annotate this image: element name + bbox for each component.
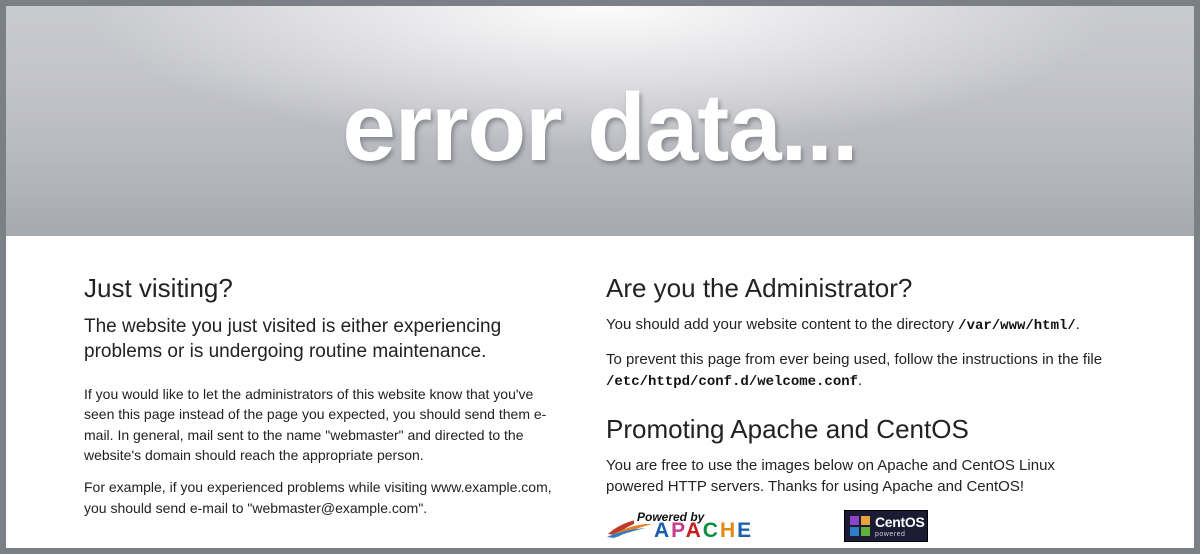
left-paragraph-2: For example, if you experienced problems while visiting www.example.com, you should send e-mail to "webmaster@example.com". [84,479,552,516]
apache-powered-by-label: Powered by [634,510,707,524]
apache-letter-1: A [654,519,672,543]
admin-directory-text-before: You should add your website content to the directory [606,315,959,333]
admin-directory-path: /var/www/html/ [958,317,1076,334]
logo-row [606,509,1106,543]
banner-title: error data... [342,74,858,181]
content-area [6,236,1194,548]
apache-letter-5: H [719,519,738,543]
apache-letter-4: C [702,519,720,543]
page-container [6,6,1194,548]
admin-welcome-conf-line [606,349,1106,393]
promoting-paragraph: You are free to use the images below on Apache and CentOS Linux powered HTTP servers. Thanks for using Apache and CentOS! [606,456,1055,496]
admin-directory-line [606,314,1106,337]
right-heading: Are you the Administrator? [606,273,913,303]
admin-directory-text-after: . [1075,315,1080,333]
banner [6,6,1194,236]
right-column [606,274,1106,543]
admin-welcome-text-after: . [858,372,863,390]
centos-sub: powered [875,530,906,538]
left-column [84,274,564,530]
left-lead-paragraph: The website you just visited is either experiencing problems or is undergoing routine maintenance. [84,315,502,362]
centos-text-block [875,515,925,538]
left-heading: Just visiting? [84,273,233,303]
apache-letter-3: A [685,519,703,543]
apache-wordmark [654,520,753,541]
centos-powered-logo[interactable] [844,510,928,542]
admin-welcome-text-before: To prevent this page from ever being used, follow the instructions in the file [606,350,1103,368]
left-paragraph-1: If you would like to let the administrators of this website know that you've seen this page instead of the page you expected, you should send them e-mail. In general, mail sent to the name "webmaster" and directed to the website's domain should reach the appropriate person. [84,386,547,463]
centos-squares-icon [850,516,870,536]
centos-name: CentOS [875,513,925,530]
promoting-heading: Promoting Apache and CentOS [606,413,969,444]
apache-letter-2: P [671,519,686,543]
apache-letter-6: E [737,519,754,543]
admin-welcome-conf-path: /etc/httpd/conf.d/welcome.conf [606,374,859,391]
apache-powered-logo[interactable] [606,509,828,543]
